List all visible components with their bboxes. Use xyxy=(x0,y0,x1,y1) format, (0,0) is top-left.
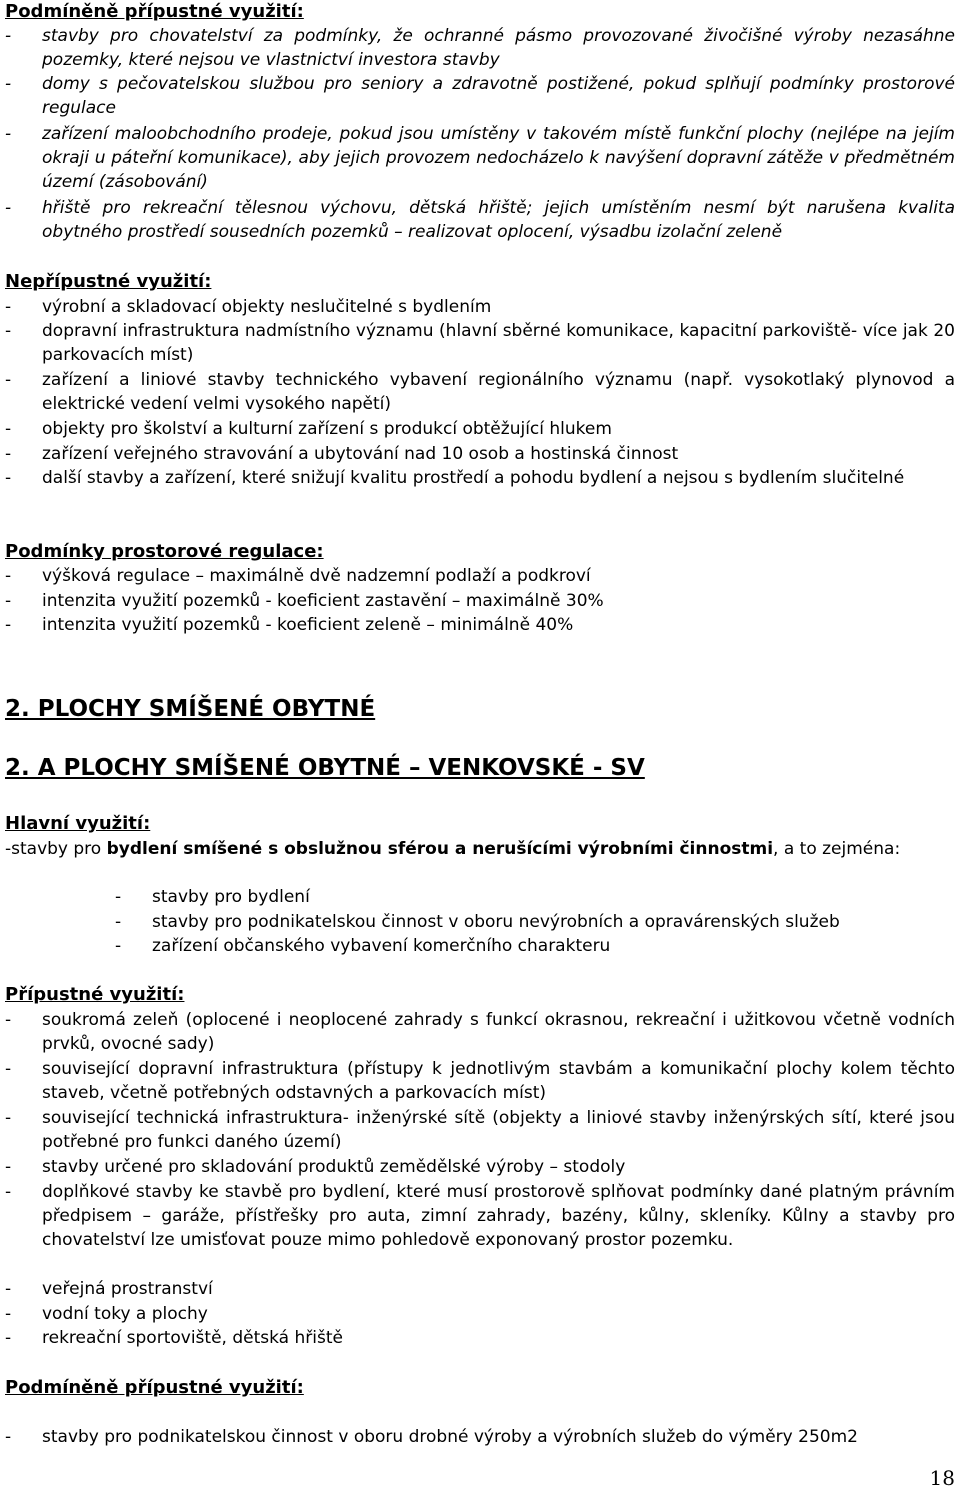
bullet-dash: - xyxy=(5,615,12,635)
bullet-dash: - xyxy=(5,566,12,586)
list-item: - výšková regulace – maximálně dvě nadzemní podlaží a podkroví xyxy=(5,566,591,586)
bullet-dash: - xyxy=(5,1010,12,1030)
bullet-dash: - xyxy=(5,198,12,218)
page-number: 18 xyxy=(929,1466,955,1490)
list-item: - související technická infrastruktura- inženýrské sítě (objekty a liniové stavby inženýrských sítí, které jsou potřebné pro funkci daného území) xyxy=(5,1108,955,1152)
list-item: - stavby určené pro skladování produktů zemědělské výroby – stodoly xyxy=(5,1157,626,1177)
list-item: - intenzita využití pozemků - koeficient zastavění – maximálně 30% xyxy=(5,591,604,611)
list-item: - intenzita využití pozemků - koeficient zeleně – minimálně 40% xyxy=(5,615,574,635)
bullet-dash: - xyxy=(5,444,12,464)
list-item: - stavby pro podnikatelskou činnost v oboru drobné výroby a výrobních služeb do výměry 250m2 xyxy=(5,1427,858,1447)
list-item: - zařízení maloobchodního prodeje, pokud jsou umístěny v takovém místě funkční plochy (nejlépe na jejím okraji u páteřní komunikace), aby jejich provozem nedocházelo k navýšení dopravní zátěže v předmětném území (zásobování) xyxy=(5,124,955,192)
bullet-dash: - xyxy=(5,321,12,341)
list-item: - hřiště pro rekreační tělesnou výchovu, dětská hřiště; jejich umístěním nesmí být narušena kvalita obytného prostředí sousedních pozemků – realizovat oplocení, výsadbu izolační zeleně xyxy=(5,198,955,242)
list-item: - veřejná prostranství xyxy=(5,1279,213,1299)
list-item: - dopravní infrastruktura nadmístního významu (hlavní sběrné komunikace, kapacitní parkoviště- více jak 20 parkovacích míst) xyxy=(5,321,955,365)
main-use-intro: -stavby pro bydlení smíšené s obslužnou sférou a nerušícími výrobními činnostmi, a to zejména: xyxy=(5,839,901,859)
section-heading-permitted-use: Přípustné využití: xyxy=(5,984,185,1005)
section-heading-prohibited-use: Nepřípustné využití: xyxy=(5,271,212,292)
bullet-dash: - xyxy=(5,1427,12,1447)
sub-list-item: - stavby pro podnikatelskou činnost v oboru nevýrobních a opravárenských služeb xyxy=(115,912,840,932)
bullet-dash: - xyxy=(5,1182,12,1202)
list-item: - zařízení a liniové stavby technického vybavení regionálního významu (např. vysokotlaký plynovod a elektrické vedení velmi vysokého napětí) xyxy=(5,370,955,414)
list-item: - rekreační sportoviště, dětská hřiště xyxy=(5,1328,343,1348)
bullet-dash: - xyxy=(5,370,12,390)
bullet-dash: - xyxy=(5,419,12,439)
chapter-title: 2. PLOCHY SMÍŠENÉ OBYTNÉ xyxy=(5,696,376,722)
bullet-dash: - xyxy=(5,591,12,611)
list-item: - stavby pro chovatelství za podmínky, že ochranné pásmo provozované živočišné výroby nezasáhne pozemky, které nejsou ve vlastnictví investora stavby xyxy=(5,26,955,70)
list-item: - objekty pro školství a kulturní zařízení s produkcí obtěžující hlukem xyxy=(5,419,612,439)
list-item: - výrobní a skladovací objekty neslučitelné s bydlením xyxy=(5,297,492,317)
bullet-dash: - xyxy=(5,468,12,488)
bullet-dash: - xyxy=(5,26,12,46)
list-item: - související dopravní infrastruktura (přístupy k jednotlivým stavbám a komunikační plochy kolem těchto staveb, včetně potřebných odstavných a parkovacích míst) xyxy=(5,1059,955,1103)
list-item: - vodní toky a plochy xyxy=(5,1304,208,1324)
bullet-dash: - xyxy=(5,1279,12,1299)
section-heading-conditional-use: Podmíněně přípustné využití: xyxy=(5,1,304,22)
bullet-dash: - xyxy=(5,1328,12,1348)
list-item: - soukromá zeleň (oplocené i neoplocené zahrady s funkcí okrasnou, rekreační i užitkovou včetně vodních prvků, ovocné sady) xyxy=(5,1010,955,1054)
bullet-dash: - xyxy=(5,124,12,144)
sub-list-item: - stavby pro bydlení xyxy=(115,887,310,907)
subchapter-title: 2. A PLOCHY SMÍŠENÉ OBYTNÉ – VENKOVSKÉ - SV xyxy=(5,755,645,781)
sub-list-item: - zařízení občanského vybavení komerčního charakteru xyxy=(115,936,611,956)
section-heading-main-use: Hlavní využití: xyxy=(5,813,151,834)
list-item: - doplňkové stavby ke stavbě pro bydlení, které musí prostorově splňovat podmínky dané platným právním předpisem – garáže, přístřešky pro auta, zimní zahrady, bazény, kůlny, skleníky. Kůlny a stavby pro chovatelství lze umisťovat pouze mimo pohledově exponovaný prostor pozemku. xyxy=(5,1182,955,1250)
section-heading-spatial-regulation: Podmínky prostorové regulace: xyxy=(5,541,324,562)
section-heading-conditional-use-2: Podmíněně přípustné využití: xyxy=(5,1377,304,1398)
list-item: - zařízení veřejného stravování a ubytování nad 10 osob a hostinská činnost xyxy=(5,444,679,464)
bullet-dash: - xyxy=(5,297,12,317)
list-item: - další stavby a zařízení, které snižují kvalitu prostředí a pohodu bydlení a nejsou s bydlením slučitelné xyxy=(5,468,905,488)
bullet-dash: - xyxy=(5,1108,12,1128)
list-item: - domy s pečovatelskou službou pro seniory a zdravotně postižené, pokud splňují podmínky prostorové regulace xyxy=(5,74,955,118)
bullet-dash: - xyxy=(5,74,12,94)
bullet-dash: - xyxy=(5,1059,12,1079)
bullet-dash: - xyxy=(5,1157,12,1177)
bullet-dash: - xyxy=(5,1304,12,1324)
